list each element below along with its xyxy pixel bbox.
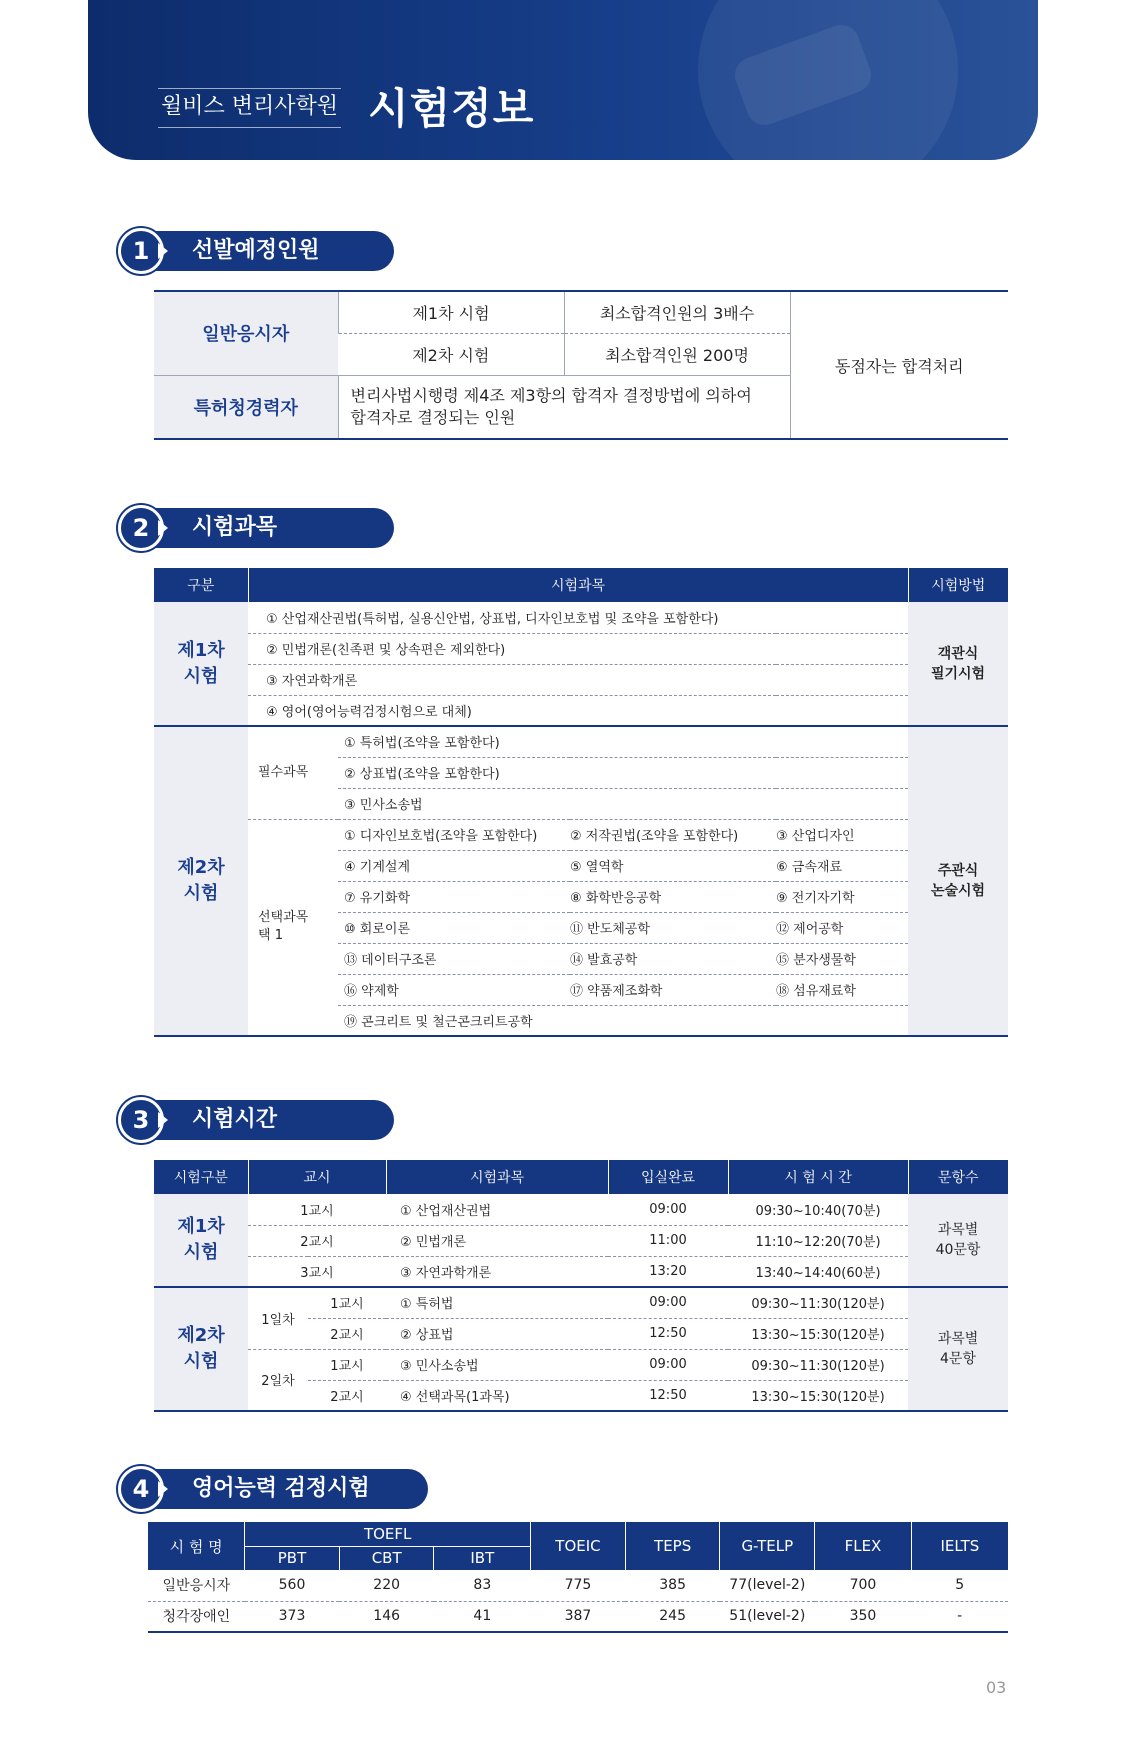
subject: ④ 선택과목(1과목): [400, 1389, 510, 1405]
exam-time: 09:30~11:30(120분): [728, 1349, 908, 1380]
required-subject-1: ① 특허법(조약을 포함한다): [338, 726, 908, 757]
page-number: 03: [986, 1678, 1007, 1697]
subject: ③ 자연과학개론: [386, 1256, 608, 1287]
section-header-2: [118, 505, 394, 549]
arrow-icon: [158, 520, 168, 536]
entry-time: 11:00: [608, 1225, 728, 1256]
first-exam-method: 객관식 필기시험: [908, 602, 1008, 726]
period: 1교시: [308, 1349, 386, 1380]
section-header-1: [118, 228, 394, 272]
subject: ③ 민사소송법: [386, 1349, 608, 1380]
header-subject: 시험과목: [386, 1160, 608, 1194]
first-schedule-label: 제1차 시험: [154, 1194, 248, 1287]
round1-quota: 최소합격인원의 3배수: [564, 291, 790, 333]
elective-subject: ② 저작권법(조약을 포함한다): [570, 819, 776, 850]
elective-subject: ⑮ 분자생물학: [776, 943, 908, 974]
first-question-count: 과목별 40문항: [908, 1194, 1008, 1287]
elective-subject: ⑯ 약제학: [338, 974, 570, 1005]
header-method: 시험방법: [908, 568, 1008, 602]
patent-office-rule: [338, 375, 790, 439]
tie-rule: 동점자는 합격처리: [790, 291, 1008, 439]
patent-office-label: 특허청경력자: [154, 375, 338, 439]
page-title: 시험정보: [368, 84, 535, 133]
period: 1교시: [248, 1194, 386, 1225]
score: 51(level-2): [729, 1608, 806, 1625]
required-subject-2: ② 상표법(조약을 포함한다): [338, 757, 908, 788]
header-count: 문항수: [908, 1160, 1008, 1194]
schedule-table: [154, 1160, 1008, 1412]
required-label: 필수과목: [248, 726, 338, 819]
elective-subject: ⑱ 섬유재료학: [776, 974, 908, 1005]
exam-time: 13:40~14:40(60분): [728, 1256, 908, 1287]
section-title: 시험과목: [136, 508, 394, 548]
header-test-name: 시 험 명: [148, 1522, 245, 1570]
subject: ② 민법개론: [386, 1225, 608, 1256]
section-header-4: [118, 1466, 428, 1510]
header-entry: 입실완료: [608, 1160, 728, 1194]
entry-time: 12:50: [608, 1318, 728, 1349]
first-subject-3: ③ 자연과학개론: [248, 664, 908, 695]
english-test-table: [148, 1522, 1008, 1633]
elective-subject: ⑨ 전기자기학: [776, 881, 908, 912]
entry-time: 09:00: [608, 1349, 728, 1380]
entry-time: 13:20: [608, 1256, 728, 1287]
score: 373: [278, 1608, 306, 1625]
score: 83: [434, 1570, 531, 1601]
elective-label: 선택과목 택 1: [258, 910, 309, 944]
row-label: 일반응시자: [148, 1570, 245, 1601]
second-question-count: 과목별 4문항: [908, 1287, 1008, 1411]
score: 700: [815, 1570, 912, 1601]
day-1: 1일차: [248, 1287, 308, 1349]
arrow-icon: [158, 1112, 168, 1128]
header-pbt: PBT: [245, 1546, 340, 1570]
elective-subject: ⑬ 데이터구조론: [338, 943, 570, 974]
header-exam-type: 시험구분: [154, 1160, 248, 1194]
section-title: 영어능력 검정시험: [136, 1469, 428, 1509]
score: 41: [473, 1608, 492, 1625]
elective-subject: ⑫ 제어공학: [776, 912, 908, 943]
header-flex: FLEX: [815, 1522, 912, 1570]
general-applicant-label: 일반응시자: [154, 291, 338, 375]
subject: ① 산업재산권법: [386, 1194, 608, 1225]
second-schedule-label: 제2차 시험: [154, 1287, 248, 1411]
elective-subject: ⑧ 화학반응공학: [570, 881, 776, 912]
elective-subject: ⑪ 반도체공학: [570, 912, 776, 943]
exam-time: 09:30~10:40(70분): [728, 1194, 908, 1225]
exam-time: 11:10~12:20(70분): [728, 1225, 908, 1256]
elective-subject: ③ 산업디자인: [776, 819, 908, 850]
score: 220: [339, 1570, 434, 1601]
entry-time: 09:00: [608, 1194, 728, 1225]
period: 2교시: [248, 1225, 386, 1256]
score: 775: [531, 1570, 626, 1601]
score: 245: [659, 1608, 686, 1625]
section-number-badge: 3: [118, 1097, 164, 1143]
score: 387: [564, 1608, 592, 1625]
score: 350: [849, 1608, 877, 1625]
score: -: [957, 1608, 963, 1625]
selection-table: [154, 290, 1008, 440]
score: 77(level-2): [720, 1570, 815, 1601]
header-cbt: CBT: [339, 1546, 434, 1570]
header-ibt: IBT: [434, 1546, 531, 1570]
row-label: 청각장애인: [162, 1609, 231, 1626]
period: 1교시: [308, 1287, 386, 1318]
header-teps: TEPS: [625, 1522, 720, 1570]
second-exam-method: 주관식 논술시험: [908, 726, 1008, 1036]
section-title: 시험시간: [136, 1100, 394, 1140]
header-category: 구분: [154, 568, 248, 602]
header-banner: [88, 0, 1038, 160]
score: 146: [373, 1608, 401, 1625]
section-header-3: [118, 1097, 394, 1141]
elective-subject: ⑲ 콘크리트 및 철근콘크리트공학: [344, 1014, 533, 1030]
header-ielts: IELTS: [911, 1522, 1008, 1570]
section-title: 선발예정인원: [136, 231, 394, 271]
elective-subject: ⑦ 유기화학: [338, 881, 570, 912]
score: 385: [625, 1570, 720, 1601]
elective-subject: ⑥ 금속재료: [776, 850, 908, 881]
entry-time: 12:50: [649, 1387, 687, 1403]
subject: ① 특허법: [386, 1287, 608, 1318]
elective-subject: ⑤ 열역학: [570, 850, 776, 881]
subject: ② 상표법: [386, 1318, 608, 1349]
arrow-icon: [158, 1481, 168, 1497]
required-subject-3: ③ 민사소송법: [338, 788, 908, 819]
entry-time: 09:00: [608, 1287, 728, 1318]
header-toeic: TOEIC: [531, 1522, 626, 1570]
section-number-badge: 1: [118, 228, 164, 274]
second-exam-label: 제2차 시험: [154, 726, 248, 1036]
period: 3교시: [248, 1256, 386, 1287]
first-subject-1: ① 산업재산권법(특허법, 실용신안법, 상표법, 디자인보호법 및 조약을 포함한다): [248, 602, 908, 633]
brand-name: 윌비스 변리사학원: [158, 88, 341, 128]
exam-time: 13:30~15:30(120분): [728, 1318, 908, 1349]
exam-time: 13:30~15:30(120분): [751, 1389, 885, 1405]
section-number-badge: 4: [118, 1466, 164, 1512]
header-toefl: TOEFL: [245, 1522, 531, 1546]
header-period: 교시: [248, 1160, 386, 1194]
first-subject-4: ④ 영어(영어능력검정시험으로 대체): [248, 695, 908, 726]
exam-time: 09:30~11:30(120분): [728, 1287, 908, 1318]
score: 5: [911, 1570, 1008, 1601]
elective-subject: ① 디자인보호법(조약을 포함한다): [338, 819, 570, 850]
elective-subject: ④ 기계설계: [338, 850, 570, 881]
period: 2교시: [308, 1318, 386, 1349]
header-time: 시 험 시 간: [728, 1160, 908, 1194]
patent-rule-line-2: 합격자로 결정되는 인원: [350, 407, 516, 427]
header-subjects: 시험과목: [248, 568, 908, 602]
round2-label: 제2차 시험: [338, 333, 564, 375]
score: 560: [245, 1570, 340, 1601]
arrow-icon: [158, 243, 168, 259]
elective-subject: ⑰ 약품제조화학: [570, 974, 776, 1005]
period: 2교시: [330, 1389, 364, 1405]
elective-subject: ⑩ 회로이론: [338, 912, 570, 943]
first-exam-label: 제1차 시험: [154, 602, 248, 726]
header-gtelp: G-TELP: [720, 1522, 815, 1570]
round1-label: 제1차 시험: [338, 291, 564, 333]
section-number-badge: 2: [118, 505, 164, 551]
subjects-table: [154, 568, 1008, 1037]
elective-subject: ⑭ 발효공학: [570, 943, 776, 974]
day-2: 2일차: [261, 1374, 295, 1390]
round2-quota: 최소합격인원 200명: [564, 333, 790, 375]
patent-rule-line-1: 변리사법시행령 제4조 제3항의 합격자 결정방법에 의하여: [350, 385, 752, 405]
first-subject-2: ② 민법개론(친족편 및 상속편은 제외한다): [248, 633, 908, 664]
